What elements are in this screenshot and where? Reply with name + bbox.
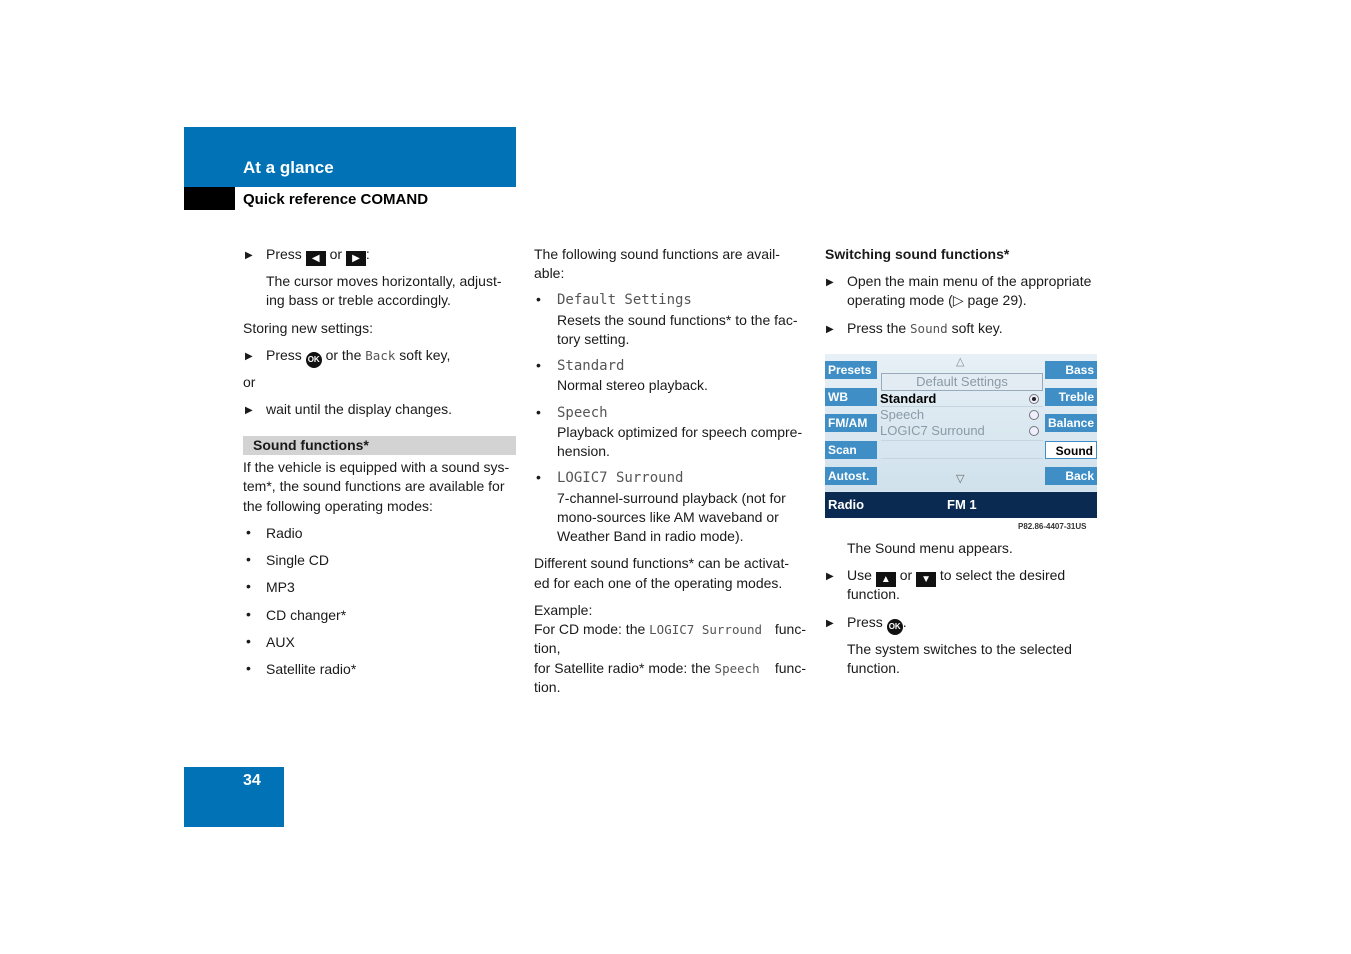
bullet-dot: •: [246, 551, 251, 567]
row-divider: [881, 406, 1043, 407]
intro-line-2: able:: [534, 265, 565, 281]
up-key-icon: ▲: [876, 572, 896, 587]
function-desc: hension.: [557, 443, 610, 459]
para-line-2: tem*, the sound functions are available for: [243, 478, 505, 494]
function-name: Speech: [557, 405, 608, 421]
menu-title: Default Settings: [881, 373, 1043, 391]
function-desc: Playback optimized for speech compre-: [557, 424, 803, 440]
row-divider: [881, 458, 1043, 459]
function-desc: Normal stereo playback.: [557, 377, 708, 393]
menu-item-logic7[interactable]: LOGIC7 Surround: [880, 423, 985, 438]
bullet-dot: •: [536, 469, 541, 485]
ok-button-icon: OK: [306, 352, 322, 368]
menu-item-standard[interactable]: Standard: [880, 391, 937, 406]
bullet-dot: •: [536, 404, 541, 420]
left-key-icon: ◀: [306, 251, 326, 266]
cursor-text-1: The cursor moves horizontally, adjust-: [266, 273, 502, 289]
mode-item: MP3: [266, 579, 295, 595]
function-desc: Resets the sound functions* to the fac-: [557, 312, 798, 328]
mode-item: CD changer*: [266, 607, 347, 623]
chapter-title: At a glance: [243, 158, 334, 177]
softkey-scan[interactable]: Scan: [825, 441, 877, 459]
mode-item: Single CD: [266, 552, 330, 568]
step-use-arrows: Use ▲ or ▼ to select the desired: [847, 567, 1066, 585]
softkey-autost[interactable]: Autost.: [825, 467, 877, 485]
radio-selected-icon: [1029, 394, 1039, 404]
page-number-tab: [184, 767, 284, 827]
page-number: 34: [243, 772, 261, 789]
step-open-menu-1: Open the main menu of the appropriate: [847, 273, 1092, 289]
appears-text: The Sound menu appears.: [847, 540, 1013, 556]
mode-item: Satellite radio*: [266, 661, 357, 677]
softkey-sound[interactable]: Sound: [1045, 441, 1097, 459]
bullet-dot: •: [246, 633, 251, 649]
function-name: LOGIC7 Surround: [557, 470, 684, 486]
section-subtitle: Quick reference COMAND: [243, 191, 429, 208]
status-band: FM 1: [947, 497, 977, 512]
bullet-arrow-icon: ▶: [826, 618, 834, 629]
mode-item: Radio: [266, 525, 303, 541]
result-line-1: The system switches to the selected: [847, 641, 1072, 657]
example-cd-cont: tion,: [534, 640, 561, 656]
radio-icon: [1029, 410, 1039, 420]
intro-line-1: The following sound functions are avail-: [534, 246, 780, 262]
or-text: or: [243, 374, 256, 390]
bullet-arrow-icon: ▶: [826, 571, 834, 582]
scroll-down-icon[interactable]: ▽: [956, 473, 965, 485]
function-desc: Weather Band in radio mode).: [557, 528, 744, 544]
mode-item: AUX: [266, 634, 295, 650]
softkey-treble[interactable]: Treble: [1045, 388, 1097, 406]
bullet-arrow-icon: ▶: [826, 324, 834, 335]
step-press-ok: Press OK .: [847, 613, 907, 635]
down-key-icon: ▼: [916, 572, 936, 587]
example-sat: for Satellite radio* mode: the Speech func-: [534, 660, 806, 676]
step-use-arrows-cont: function.: [847, 586, 900, 602]
bullet-arrow-icon: ▶: [245, 351, 253, 362]
diff-line-1: Different sound functions* can be activat-: [534, 555, 790, 571]
bullet-dot: •: [246, 578, 251, 594]
step-open-menu-2: operating mode (▷ page 29).: [847, 292, 1027, 308]
radio-icon: [1029, 426, 1039, 436]
press-ok-step: Press OK or the Back soft key,: [266, 346, 450, 368]
softkey-presets[interactable]: Presets: [825, 361, 877, 379]
example-label: Example:: [534, 602, 593, 618]
status-bar: [825, 492, 1097, 518]
para-line-3: the following operating modes:: [243, 498, 433, 514]
softkey-balance[interactable]: Balance: [1045, 414, 1097, 432]
header-black-tab: [184, 187, 235, 210]
result-line-2: function.: [847, 660, 900, 676]
menu-item-speech[interactable]: Speech: [880, 407, 925, 422]
right-key-icon: ▶: [346, 251, 366, 266]
function-desc: tory setting.: [557, 331, 630, 347]
bullet-dot: •: [246, 524, 251, 540]
image-caption: P82.86-4407-31US: [1018, 522, 1087, 531]
bullet-arrow-icon: ▶: [245, 250, 253, 261]
softkey-back[interactable]: Back: [1045, 467, 1097, 485]
storing-text: Storing new settings:: [243, 320, 373, 336]
softkey-wb[interactable]: WB: [825, 388, 877, 406]
para-line-1: If the vehicle is equipped with a sound sys-: [243, 459, 510, 475]
section-title: Sound functions*: [253, 437, 369, 453]
step-press-sound: Press the Sound soft key.: [847, 320, 1003, 336]
back-softkey-label: Back: [365, 348, 396, 363]
function-desc: mono-sources like AM waveband or: [557, 509, 779, 525]
function-desc: 7-channel-surround playback (not for: [557, 490, 786, 506]
softkey-fm-am[interactable]: FM/AM: [825, 414, 877, 432]
function-name: Standard: [557, 358, 625, 374]
ok-button-icon: OK: [887, 619, 903, 635]
bullet-arrow-icon: ▶: [245, 405, 253, 416]
diff-line-2: ed for each one of the operating modes.: [534, 575, 783, 591]
bullet-arrow-icon: ▶: [826, 277, 834, 288]
cursor-text-2: ing bass or treble accordingly.: [266, 292, 451, 308]
press-left-right-step: Press ◀ or ▶ :: [266, 246, 370, 264]
status-mode: Radio: [828, 497, 865, 512]
function-name: Default Settings: [557, 292, 692, 308]
header-bar: [184, 127, 516, 187]
example-sat-cont: tion.: [534, 679, 561, 695]
comand-sound-screen: [825, 354, 1097, 518]
bullet-dot: •: [536, 291, 541, 307]
softkey-bass[interactable]: Bass: [1045, 361, 1097, 379]
switching-heading: Switching sound functions*: [825, 246, 1010, 262]
example-cd: For CD mode: the LOGIC7 Surround func-: [534, 621, 806, 637]
scroll-up-icon[interactable]: △: [956, 356, 965, 368]
sound-softkey-label: Sound: [910, 321, 948, 336]
wait-step: wait until the display changes.: [266, 401, 452, 417]
bullet-dot: •: [246, 660, 251, 676]
bullet-dot: •: [536, 357, 541, 373]
row-divider: [881, 440, 1043, 441]
bullet-dot: •: [246, 606, 251, 622]
